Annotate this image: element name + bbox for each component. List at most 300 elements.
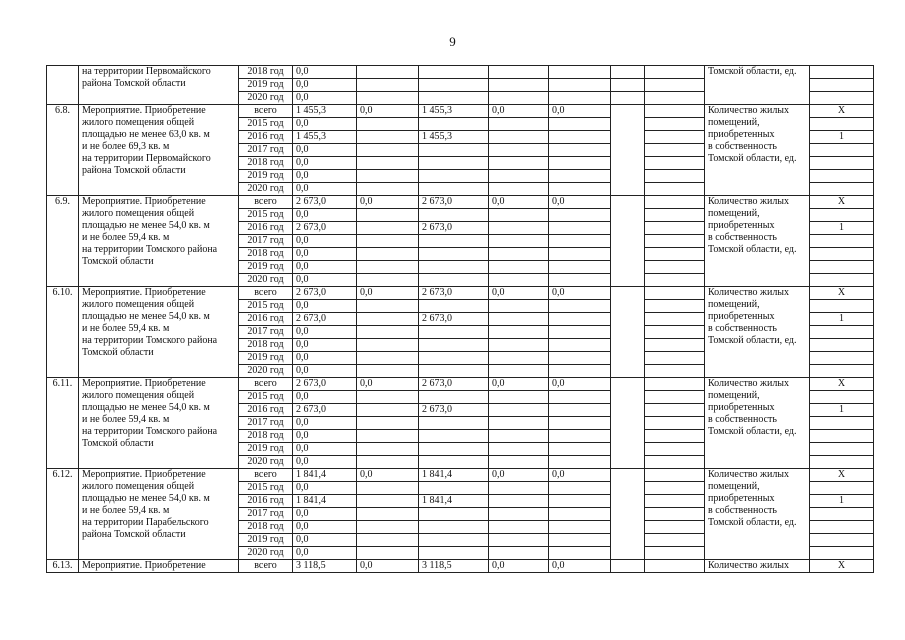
c7-cell: 0,0 [489, 287, 549, 300]
c5-cell [357, 391, 419, 404]
c6-cell [419, 547, 489, 560]
c7-cell: 0,0 [489, 469, 549, 482]
spacer-cell [645, 92, 705, 105]
c8-cell [549, 404, 611, 417]
gap-cell [611, 66, 645, 79]
spacer-cell [645, 352, 705, 365]
total-cell: 0,0 [293, 365, 357, 378]
total-cell: 0,0 [293, 300, 357, 313]
indicator-cell-line: Количество жилых [708, 560, 790, 571]
year-cell: 2016 год [239, 222, 293, 235]
spacer-cell [645, 248, 705, 261]
indicator-cell-line: Томской области, ед. [708, 426, 797, 437]
description-cell-line: Мероприятие. Приобретение [82, 378, 206, 389]
c5-cell [357, 118, 419, 131]
value-cell [810, 235, 874, 248]
c8-cell [549, 144, 611, 157]
c5-cell [357, 183, 419, 196]
table-body [47, 66, 874, 573]
indicator-cell-line: приобретенных [708, 129, 775, 140]
total-cell: 2 673,0 [293, 196, 357, 209]
total-cell: 0,0 [293, 547, 357, 560]
indicator-cell [705, 287, 810, 378]
c8-cell [549, 300, 611, 313]
c8-cell: 0,0 [549, 560, 611, 573]
total-cell: 0,0 [293, 79, 357, 92]
c7-cell [489, 495, 549, 508]
spacer-cell [645, 105, 705, 118]
c5-cell [357, 131, 419, 144]
c6-cell: 2 673,0 [419, 196, 489, 209]
total-cell: 2 673,0 [293, 222, 357, 235]
indicator-cell-line: помещений, [708, 117, 760, 128]
total-cell: 1 455,3 [293, 131, 357, 144]
c5-cell: 0,0 [357, 560, 419, 573]
year-cell: 2020 год [239, 365, 293, 378]
description-cell-line: и не более 59,4 кв. м [82, 323, 170, 334]
c7-cell [489, 235, 549, 248]
c5-cell [357, 417, 419, 430]
c5-cell [357, 326, 419, 339]
indicator-cell-line: помещений, [708, 208, 760, 219]
c8-cell [549, 209, 611, 222]
c8-cell [549, 339, 611, 352]
value-cell [810, 79, 874, 92]
description-cell [79, 66, 239, 105]
description-cell-line: и не более 59,4 кв. м [82, 414, 170, 425]
c7-cell [489, 118, 549, 131]
c8-cell [549, 456, 611, 469]
gap-cell [611, 378, 645, 469]
c8-cell [549, 248, 611, 261]
c8-cell: 0,0 [549, 469, 611, 482]
c6-cell [419, 339, 489, 352]
c7-cell [489, 521, 549, 534]
value-cell [810, 66, 874, 79]
c6-cell [419, 92, 489, 105]
total-cell: 0,0 [293, 248, 357, 261]
c7-cell [489, 534, 549, 547]
description-cell-line: жилого помещения общей [82, 481, 195, 492]
c6-cell: 2 673,0 [419, 404, 489, 417]
year-cell: всего [239, 378, 293, 391]
indicator-cell [705, 196, 810, 287]
description-cell-line: и не более 69,3 кв. м [82, 141, 170, 152]
c8-cell: 0,0 [549, 378, 611, 391]
c6-cell [419, 66, 489, 79]
description-cell-line: Мероприятие. Приобретение [82, 469, 206, 480]
indicator-cell [705, 105, 810, 196]
total-cell: 0,0 [293, 326, 357, 339]
c5-cell [357, 456, 419, 469]
c5-cell [357, 222, 419, 235]
value-cell [810, 326, 874, 339]
c5-cell [357, 547, 419, 560]
total-cell: 2 673,0 [293, 404, 357, 417]
c8-cell [549, 170, 611, 183]
indicator-cell-line: приобретенных [708, 220, 775, 231]
c7-cell [489, 66, 549, 79]
spacer-cell [645, 365, 705, 378]
description-cell-line: жилого помещения общей [82, 208, 195, 219]
year-cell: 2016 год [239, 404, 293, 417]
c8-cell [549, 313, 611, 326]
indicator-cell-line: Томской области, ед. [708, 335, 797, 346]
description-cell [79, 105, 239, 196]
description-cell-line: на территории Томского района [82, 335, 218, 346]
c8-cell [549, 79, 611, 92]
indicator-cell-line: Томской области, ед. [708, 153, 797, 164]
indicator-cell-line: помещений, [708, 299, 760, 310]
description-cell-line: на территории Первомайского [82, 153, 211, 164]
c6-cell [419, 534, 489, 547]
description-cell [79, 378, 239, 469]
total-cell: 3 118,5 [293, 560, 357, 573]
year-cell: 2016 год [239, 495, 293, 508]
value-cell [810, 118, 874, 131]
c8-cell: 0,0 [549, 287, 611, 300]
c6-cell [419, 248, 489, 261]
spacer-cell [645, 378, 705, 391]
total-cell: 0,0 [293, 456, 357, 469]
c7-cell [489, 183, 549, 196]
year-cell: 2016 год [239, 131, 293, 144]
description-cell [79, 469, 239, 560]
description-cell-line: жилого помещения общей [82, 390, 195, 401]
indicator-cell-line: в собственность [708, 414, 777, 425]
total-cell: 1 455,3 [293, 105, 357, 118]
value-cell [810, 391, 874, 404]
total-cell: 0,0 [293, 144, 357, 157]
c7-cell [489, 92, 549, 105]
c8-cell [549, 547, 611, 560]
value-cell [810, 547, 874, 560]
description-cell-line: района Томской области [82, 529, 186, 540]
spacer-cell [645, 183, 705, 196]
c6-cell: 2 673,0 [419, 313, 489, 326]
year-cell: 2020 год [239, 92, 293, 105]
description-cell [79, 287, 239, 378]
c8-cell [549, 391, 611, 404]
table-row [47, 378, 874, 391]
row-number-cell: 6.9. [47, 196, 79, 287]
table-row [47, 469, 874, 482]
value-cell: Х [810, 378, 874, 391]
total-cell: 0,0 [293, 235, 357, 248]
c8-cell [549, 274, 611, 287]
c6-cell [419, 235, 489, 248]
spacer-cell [645, 300, 705, 313]
spacer-cell [645, 560, 705, 573]
spacer-cell [645, 482, 705, 495]
gap-cell [611, 92, 645, 105]
c7-cell [489, 547, 549, 560]
value-cell: Х [810, 287, 874, 300]
spacer-cell [645, 261, 705, 274]
total-cell: 0,0 [293, 352, 357, 365]
indicator-cell-line: Количество жилых [708, 287, 790, 298]
row-number-cell [47, 66, 79, 105]
c7-cell [489, 274, 549, 287]
c7-cell [489, 365, 549, 378]
c6-cell [419, 365, 489, 378]
c6-cell [419, 391, 489, 404]
total-cell: 0,0 [293, 209, 357, 222]
total-cell: 0,0 [293, 430, 357, 443]
c8-cell [549, 417, 611, 430]
indicator-cell-line: приобретенных [708, 402, 775, 413]
value-cell [810, 482, 874, 495]
value-cell: Х [810, 196, 874, 209]
value-cell [810, 534, 874, 547]
c5-cell: 0,0 [357, 378, 419, 391]
spacer-cell [645, 144, 705, 157]
c8-cell [549, 131, 611, 144]
year-cell: 2018 год [239, 157, 293, 170]
year-cell: 2018 год [239, 430, 293, 443]
c5-cell [357, 261, 419, 274]
total-cell: 0,0 [293, 157, 357, 170]
c8-cell [549, 495, 611, 508]
spacer-cell [645, 534, 705, 547]
c5-cell [357, 92, 419, 105]
c6-cell [419, 118, 489, 131]
value-cell [810, 183, 874, 196]
c6-cell [419, 482, 489, 495]
c8-cell [549, 326, 611, 339]
year-cell: 2015 год [239, 118, 293, 131]
row-number-cell: 6.8. [47, 105, 79, 196]
c7-cell [489, 209, 549, 222]
spacer-cell [645, 131, 705, 144]
gap-cell [611, 560, 645, 573]
indicator-cell-line: приобретенных [708, 311, 775, 322]
c7-cell [489, 300, 549, 313]
value-cell: 1 [810, 131, 874, 144]
c6-cell [419, 430, 489, 443]
total-cell: 0,0 [293, 443, 357, 456]
value-cell [810, 300, 874, 313]
spacer-cell [645, 274, 705, 287]
indicator-cell-line: Количество жилых [708, 196, 790, 207]
c7-cell [489, 404, 549, 417]
year-cell: всего [239, 196, 293, 209]
spacer-cell [645, 118, 705, 131]
c8-cell [549, 534, 611, 547]
c5-cell: 0,0 [357, 105, 419, 118]
c6-cell [419, 170, 489, 183]
c7-cell [489, 157, 549, 170]
year-cell: 2018 год [239, 66, 293, 79]
value-cell [810, 365, 874, 378]
gap-cell [611, 105, 645, 196]
spacer-cell [645, 326, 705, 339]
total-cell: 0,0 [293, 417, 357, 430]
row-number-cell: 6.10. [47, 287, 79, 378]
c6-cell [419, 443, 489, 456]
c5-cell [357, 300, 419, 313]
c6-cell [419, 183, 489, 196]
year-cell: 2016 год [239, 313, 293, 326]
c8-cell [549, 430, 611, 443]
c6-cell [419, 352, 489, 365]
c6-cell [419, 274, 489, 287]
c6-cell [419, 79, 489, 92]
table-row [47, 560, 874, 573]
description-cell-line: на территории Первомайского [82, 66, 211, 77]
total-cell: 2 673,0 [293, 287, 357, 300]
c6-cell [419, 326, 489, 339]
description-cell-line: Томской области [82, 347, 154, 358]
c5-cell [357, 313, 419, 326]
value-cell [810, 209, 874, 222]
program-table [46, 65, 874, 573]
total-cell: 0,0 [293, 274, 357, 287]
year-cell: 2017 год [239, 144, 293, 157]
description-cell-line: площадью не менее 54,0 кв. м [82, 493, 210, 504]
description-cell-line: на территории Томского района [82, 244, 218, 255]
c7-cell [489, 144, 549, 157]
c5-cell [357, 443, 419, 456]
indicator-cell-line: Количество жилых [708, 378, 790, 389]
c8-cell [549, 521, 611, 534]
value-cell [810, 157, 874, 170]
year-cell: 2017 год [239, 235, 293, 248]
year-cell: 2019 год [239, 352, 293, 365]
year-cell: всего [239, 560, 293, 573]
gap-cell [611, 469, 645, 560]
value-cell [810, 352, 874, 365]
spacer-cell [645, 287, 705, 300]
c8-cell [549, 508, 611, 521]
description-cell-line: на территории Томского района [82, 426, 218, 437]
c8-cell [549, 235, 611, 248]
c6-cell: 2 673,0 [419, 222, 489, 235]
value-cell: 1 [810, 313, 874, 326]
value-cell [810, 248, 874, 261]
year-cell: 2020 год [239, 456, 293, 469]
c8-cell: 0,0 [549, 105, 611, 118]
total-cell: 1 841,4 [293, 495, 357, 508]
gap-cell [611, 196, 645, 287]
description-cell-line: Мероприятие. Приобретение [82, 287, 206, 298]
year-cell: 2015 год [239, 300, 293, 313]
total-cell: 0,0 [293, 339, 357, 352]
table-row [47, 287, 874, 300]
c7-cell [489, 430, 549, 443]
total-cell: 0,0 [293, 118, 357, 131]
indicator-cell-line: помещений, [708, 481, 760, 492]
c5-cell [357, 495, 419, 508]
description-cell-line: площадью не менее 54,0 кв. м [82, 220, 210, 231]
value-cell: Х [810, 105, 874, 118]
indicator-cell [705, 378, 810, 469]
indicator-cell-line: Томской области, ед. [708, 517, 797, 528]
spacer-cell [645, 79, 705, 92]
year-cell: всего [239, 469, 293, 482]
page-number: 9 [449, 34, 456, 49]
value-cell [810, 417, 874, 430]
spacer-cell [645, 66, 705, 79]
c5-cell: 0,0 [357, 287, 419, 300]
year-cell: 2015 год [239, 391, 293, 404]
row-number-cell: 6.12. [47, 469, 79, 560]
year-cell: 2018 год [239, 339, 293, 352]
c7-cell [489, 131, 549, 144]
description-cell [79, 196, 239, 287]
c5-cell [357, 235, 419, 248]
year-cell: 2020 год [239, 547, 293, 560]
spacer-cell [645, 508, 705, 521]
indicator-cell [705, 560, 810, 573]
indicator-cell-line: в собственность [708, 505, 777, 516]
c6-cell [419, 261, 489, 274]
c7-cell [489, 508, 549, 521]
description-cell-line: и не более 59,4 кв. м [82, 232, 170, 243]
c6-cell: 3 118,5 [419, 560, 489, 573]
gap-cell [611, 287, 645, 378]
description-cell-line: жилого помещения общей [82, 299, 195, 310]
c7-cell [489, 261, 549, 274]
value-cell: 1 [810, 222, 874, 235]
table-row [47, 105, 874, 118]
year-cell: 2018 год [239, 248, 293, 261]
value-cell: Х [810, 469, 874, 482]
year-cell: 2017 год [239, 417, 293, 430]
spacer-cell [645, 209, 705, 222]
value-cell [810, 274, 874, 287]
c5-cell: 0,0 [357, 196, 419, 209]
c5-cell [357, 79, 419, 92]
indicator-cell-line: в собственность [708, 323, 777, 334]
c5-cell [357, 274, 419, 287]
c7-cell [489, 313, 549, 326]
c8-cell [549, 352, 611, 365]
indicator-cell [705, 469, 810, 560]
c6-cell: 1 455,3 [419, 105, 489, 118]
c6-cell [419, 157, 489, 170]
total-cell: 0,0 [293, 92, 357, 105]
c5-cell [357, 66, 419, 79]
c5-cell [357, 339, 419, 352]
c7-cell [489, 339, 549, 352]
description-cell-line: Мероприятие. Приобретение [82, 560, 206, 571]
year-cell: всего [239, 287, 293, 300]
spacer-cell [645, 521, 705, 534]
spacer-cell [645, 339, 705, 352]
spacer-cell [645, 196, 705, 209]
c5-cell [357, 534, 419, 547]
description-cell-line: района Томской области [82, 165, 186, 176]
c8-cell [549, 66, 611, 79]
row-number-cell: 6.13. [47, 560, 79, 573]
c7-cell [489, 456, 549, 469]
total-cell: 0,0 [293, 261, 357, 274]
c5-cell [357, 209, 419, 222]
year-cell: 2020 год [239, 183, 293, 196]
c5-cell [357, 170, 419, 183]
value-cell [810, 521, 874, 534]
c7-cell [489, 326, 549, 339]
spacer-cell [645, 170, 705, 183]
c8-cell [549, 443, 611, 456]
indicator-cell-line: Томской области, ед. [708, 244, 797, 255]
c6-cell [419, 521, 489, 534]
c5-cell: 0,0 [357, 469, 419, 482]
c5-cell [357, 157, 419, 170]
c6-cell [419, 300, 489, 313]
total-cell: 0,0 [293, 521, 357, 534]
